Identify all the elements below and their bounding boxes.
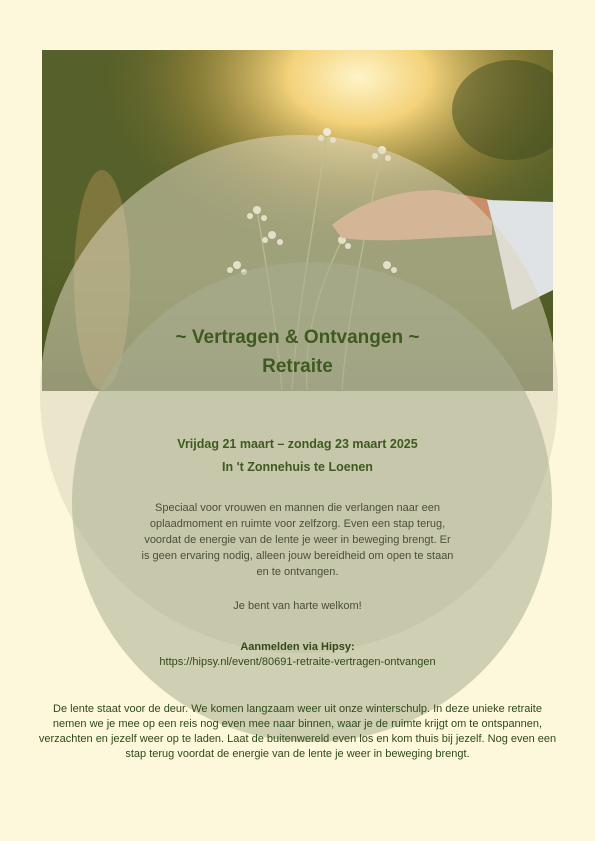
intro-paragraph: Speciaal voor vrouwen en mannen die verlangen naar een oplaadmoment en ruimte voor zelfzorg. Even een stap terug, voordat de energie van de lente je weer in beweging brengt. Er is geen ervaring nodig, alleen jouw bereidheid om open te staan en te ontvangen. — [141, 502, 454, 578]
title-line1: ~ Vertragen & Ontvangen ~ — [175, 327, 420, 348]
body-paragraph: De lente staat voor de deur. We komen langzaam weer uit onze winterschulp. In deze unieke retraite nemen we je mee op een reis nog even mee naar binnen, waar je de ruimte krijgt om te ontspannen, verzachten en jezelf weer op te laden. Laat de buitenwereld even los en kom thuis bij jezelf. Nog even een stap terug voordat de energie van de lente je weer in beweging brengt. — [38, 703, 557, 760]
register-link[interactable]: https://hipsy.nl/event/80691-retraite-vertragen-ontvangen — [159, 656, 436, 668]
register-label: Aanmelden via Hipsy: — [240, 641, 355, 653]
event-location: In 't Zonnehuis te Loenen — [222, 460, 373, 474]
event-date: Vrijdag 21 maart – zondag 23 maart 2025 — [177, 437, 418, 451]
title-line2: Retraite — [262, 356, 333, 377]
welcome-text: Je bent van harte welkom! — [233, 600, 362, 612]
